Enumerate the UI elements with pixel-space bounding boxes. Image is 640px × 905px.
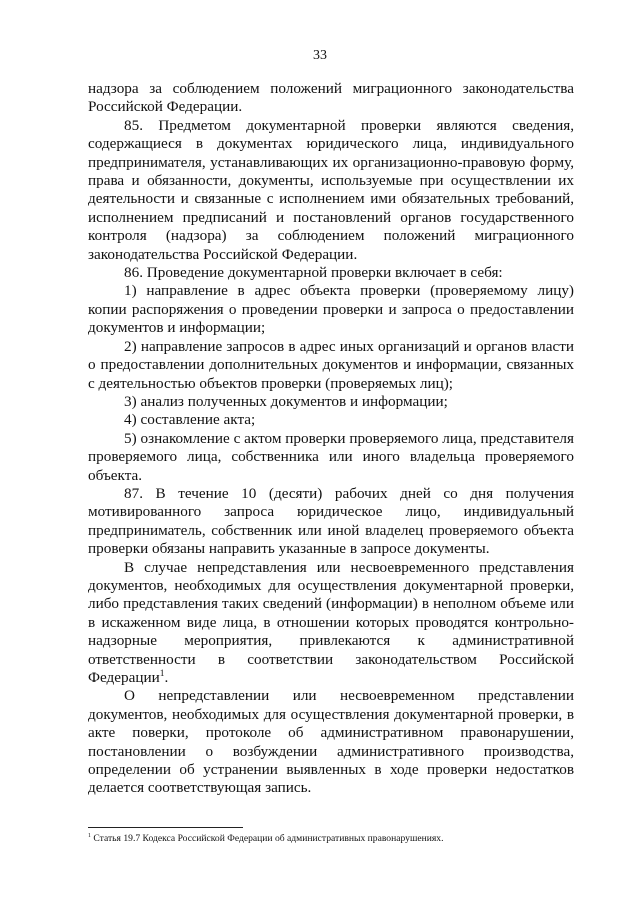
list-item-4: 4) составление акта;: [124, 411, 256, 429]
paragraph-85: 85. Предметом документарной проверки являются сведения, содержащиеся в документах юридического лица, индивидуального предпринимателя, устанавливающих их организационно-правовую форму, права и обязанности, документы, используемые при осуществлении их деятельности и связанные с исполнением ими обязательных требований, исполнением предписаний и постановлений органов государственного контроля (надзора) за соблюдением положений миграционного законодательства Российской Федерации.: [88, 116, 574, 263]
list-item-1: 1) направление в адрес объекта проверки (проверяемому лицу) копии распоряжения о проведении проверки и запроса о предоставлении документов и информации;: [88, 282, 574, 337]
footnote-reference[interactable]: 1: [159, 668, 165, 679]
list-item-3: 3) анализ полученных документов и информации;: [124, 392, 448, 410]
footnote-marker: 1: [88, 832, 91, 839]
paragraph-87: 87. В течение 10 (десяти) рабочих дней со дня получения мотивированного запроса юридическое лицо, индивидуальный предприниматель, собственник или иной владелец проверяемого объекта проверки обязаны направить указанные в запросе документы.: [88, 484, 574, 558]
paragraph-non-submission: [88, 559, 574, 688]
footnote-text: Статья 19.7 Кодекса Российской Федерации об административных правонарушениях.: [93, 833, 444, 844]
document-body: [88, 80, 574, 798]
paragraph-record: О непредставлении или несвоевременном представлении документов, необходимых для осуществления документарной проверки, в акте поверки, протоколе об административном правонарушении, постановлении о возбуждении административного производства, определении об устранении выявленных в ходе проверки недостатков делается соответствующая запись.: [88, 687, 574, 797]
page-number: 33: [313, 48, 327, 63]
footnote: [88, 833, 574, 845]
list-item-5: 5) ознакомление с актом проверки проверяемого лица, представителя проверяемого лица, собственника или иного владельца проверяемого объекта.: [88, 429, 574, 484]
footnote-divider: [88, 827, 243, 828]
paragraph-continuation: надзора за соблюдением положений миграционного законодательства Российской Федерации.: [88, 80, 574, 116]
paragraph-non-submission-end: .: [164, 669, 169, 686]
paragraph-86: 86. Проведение документарной проверки включает в себя:: [124, 264, 503, 282]
paragraph-non-submission-text: В случае непредставления или несвоевременного представления документов, необходимых для осуществления документарной проверки, либо представления таких сведений (информации) в неполном объеме или в искаженном виде лица, в отношении которых проводятся контрольно-надзорные мероприятия, привлекаются к административной ответственности в соответствии законодательством Российской Федерации: [88, 558, 574, 686]
list-item-2: 2) направление запросов в адрес иных организаций и органов власти о предоставлении дополнительных документов и информации, связанных с деятельностью объектов проверки (проверяемых лиц);: [88, 337, 574, 392]
